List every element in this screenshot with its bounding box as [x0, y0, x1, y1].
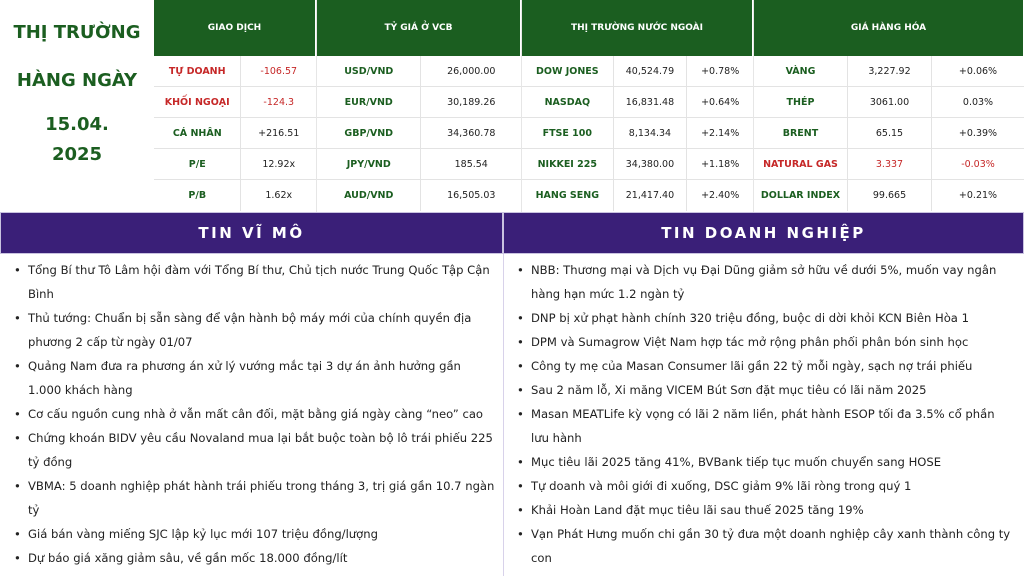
- trading-label: CÁ NHÂN: [154, 118, 241, 148]
- foreign-markets-table: [522, 0, 754, 212]
- commodity-header: GIÁ HÀNG HÓA: [754, 0, 1024, 56]
- fx-rate: 30,189.26: [447, 96, 496, 108]
- table-row: [317, 87, 521, 118]
- list-item: • Vạn Phát Hưng muốn chi gần 30 tỷ đưa một doanh nghiệp cây xanh thành công ty con: [517, 522, 1016, 570]
- table-row: [317, 56, 521, 87]
- corp-news-list: [503, 254, 1024, 576]
- commodity-name: VÀNG: [754, 56, 848, 86]
- trading-value: 1.62x: [265, 190, 293, 201]
- list-item: • Sau 2 năm lỗ, Xi măng VICEM Bút Sơn đặt mục tiêu có lãi năm 2025: [517, 378, 1016, 402]
- trading-value: 12.92x: [262, 158, 296, 170]
- table-row: [522, 87, 753, 118]
- trading-table: [154, 0, 317, 212]
- list-item: • Giá bán vàng miếng SJC lập kỷ lục mới 107 triệu đồng/lượng: [14, 522, 495, 546]
- list-item: • Mục tiêu lãi 2025 tăng 41%, BVBank tiếp tục muốn chuyển sang HOSE: [517, 450, 1016, 474]
- fx-rate: 185.54: [454, 158, 488, 170]
- list-item: • Cơ cấu nguồn cung nhà ở vẫn mất cân đối, mặt bằng giá ngày càng “neo” cao: [14, 402, 495, 426]
- fx-pair: AUD/VND: [317, 180, 421, 211]
- index-name: NASDAQ: [522, 87, 614, 117]
- trading-value: +216.51: [258, 127, 300, 139]
- macro-news-list: [0, 254, 503, 576]
- table-row: [317, 149, 521, 180]
- index-name: DOW JONES: [522, 56, 614, 86]
- commodity-change: -0.03%: [961, 158, 995, 170]
- commodity-table: [754, 0, 1024, 212]
- index-change: +2.14%: [701, 127, 740, 139]
- index-change: +0.64%: [701, 96, 740, 108]
- fx-pair: USD/VND: [317, 56, 421, 86]
- list-item: • NBB: Thương mại và Dịch vụ Đại Dũng giảm sở hữu về dưới 5%, muốn vay ngân hàng hạn mức 1.2 ngàn tỷ: [517, 258, 1016, 306]
- commodity-price: 3,227.92: [848, 56, 932, 86]
- table-row: [754, 180, 1024, 211]
- table-row: [522, 180, 753, 211]
- list-item: • Công ty mẹ của Masan Consumer lãi gần 22 tỷ mỗi ngày, sạch nợ trái phiếu: [517, 354, 1016, 378]
- index-value: 34,380.00: [614, 149, 688, 179]
- commodity-change: +0.21%: [958, 190, 998, 201]
- index-name: HANG SENG: [522, 180, 614, 211]
- commodity-change: +0.06%: [958, 65, 998, 77]
- commodity-price: 3.337: [848, 149, 932, 179]
- list-item: • Tự doanh và môi giới đi xuống, DSC giảm 9% lãi ròng trong quý 1: [517, 474, 1016, 498]
- list-item: • DNP bị xử phạt hành chính 320 triệu đồng, buộc di dời khỏi KCN Biên Hòa 1: [517, 306, 1016, 330]
- trading-label: TỰ DOANH: [154, 56, 241, 86]
- commodity-change: +0.39%: [958, 127, 998, 139]
- fx-table: [317, 0, 522, 212]
- table-row: [317, 180, 521, 211]
- commodity-name: BRENT: [754, 118, 848, 148]
- fx-rate: 26,000.00: [447, 65, 496, 77]
- table-row: [522, 149, 753, 180]
- table-row: [754, 149, 1024, 180]
- list-item: • Thủ tướng: Chuẩn bị sẵn sàng để vận hành bộ máy mới của chính quyền địa phương 2 cấp từ ngày 01/07: [14, 306, 495, 354]
- fx-pair: GBP/VND: [317, 118, 421, 148]
- foreign-markets-header: THỊ TRƯỜNG NƯỚC NGOÀI: [522, 0, 753, 56]
- table-row: [522, 118, 753, 149]
- index-name: FTSE 100: [522, 118, 614, 148]
- commodity-name: THÉP: [754, 87, 848, 117]
- table-row: [754, 56, 1024, 87]
- list-item: • Khải Hoàn Land đặt mục tiêu lãi sau thuế 2025 tăng 19%: [517, 498, 1016, 522]
- commodity-change: 0.03%: [962, 96, 994, 108]
- title-line-2: HÀNG NGÀY: [16, 70, 138, 91]
- index-change: +0.78%: [701, 65, 740, 77]
- index-name: NIKKEI 225: [522, 149, 614, 179]
- trading-label: P/B: [154, 180, 241, 211]
- index-value: 16,831.48: [614, 87, 688, 117]
- table-row: [154, 56, 316, 87]
- corp-news-header: TIN DOANH NGHIỆP: [503, 212, 1024, 254]
- index-value: 21,417.40: [614, 180, 688, 211]
- fx-pair: JPY/VND: [317, 149, 421, 179]
- fx-pair: EUR/VND: [317, 87, 421, 117]
- trading-value: -106.57: [260, 65, 298, 77]
- title-line-1: THỊ TRƯỜNG: [13, 22, 141, 43]
- table-row: [154, 118, 316, 149]
- title-date-line-1: 15.04.: [45, 114, 109, 135]
- list-item: • Quảng Nam đưa ra phương án xử lý vướng mắc tại 3 dự án ảnh hưởng gần 1.000 khách hàng: [14, 354, 495, 402]
- commodity-name: DOLLAR INDEX: [754, 180, 848, 211]
- list-item: • Dự báo giá xăng giảm sâu, về gần mốc 18.000 đồng/lít: [14, 546, 495, 570]
- table-row: [154, 180, 316, 211]
- list-item: • Chứng khoán BIDV yêu cầu Novaland mua lại bắt buộc toàn bộ lô trái phiếu 225 tỷ đồng: [14, 426, 495, 474]
- trading-header: GIAO DỊCH: [154, 0, 316, 56]
- fx-rate: 16,505.03: [447, 190, 496, 201]
- index-change: +1.18%: [701, 158, 740, 170]
- commodity-price: 65.15: [848, 118, 932, 148]
- table-row: [754, 87, 1024, 118]
- index-value: 8,134.34: [614, 118, 688, 148]
- table-row: [317, 118, 521, 149]
- commodity-price: 3061.00: [848, 87, 932, 117]
- fx-rate: 34,360.78: [447, 127, 496, 139]
- page-title-block: [0, 0, 154, 212]
- trading-value: -124.3: [263, 96, 295, 108]
- table-row: [522, 56, 753, 87]
- commodity-price: 99.665: [848, 180, 932, 211]
- table-row: [154, 87, 316, 118]
- index-change: +2.40%: [701, 190, 740, 201]
- macro-news-header: TIN VĨ MÔ: [0, 212, 503, 254]
- title-date-line-2: 2025: [51, 144, 103, 165]
- index-value: 40,524.79: [614, 56, 688, 86]
- fx-header: TỶ GIÁ Ở VCB: [317, 0, 521, 56]
- trading-label: P/E: [154, 149, 241, 179]
- list-item: • Masan MEATLife kỳ vọng có lãi 2 năm liền, phát hành ESOP tối đa 3.5% cổ phần lưu hành: [517, 402, 1016, 450]
- list-item: • Tổng Bí thư Tô Lâm hội đàm với Tổng Bí thư, Chủ tịch nước Trung Quốc Tập Cận Bình: [14, 258, 495, 306]
- trading-label: KHỐI NGOẠI: [154, 87, 241, 117]
- list-item: • VBMA: 5 doanh nghiệp phát hành trái phiếu trong tháng 3, trị giá gần 10.7 ngàn tỷ: [14, 474, 495, 522]
- commodity-name: NATURAL GAS: [754, 149, 848, 179]
- table-row: [754, 118, 1024, 149]
- table-row: [154, 149, 316, 180]
- list-item: • DPM và Sumagrow Việt Nam hợp tác mở rộng phân phối phân bón sinh học: [517, 330, 1016, 354]
